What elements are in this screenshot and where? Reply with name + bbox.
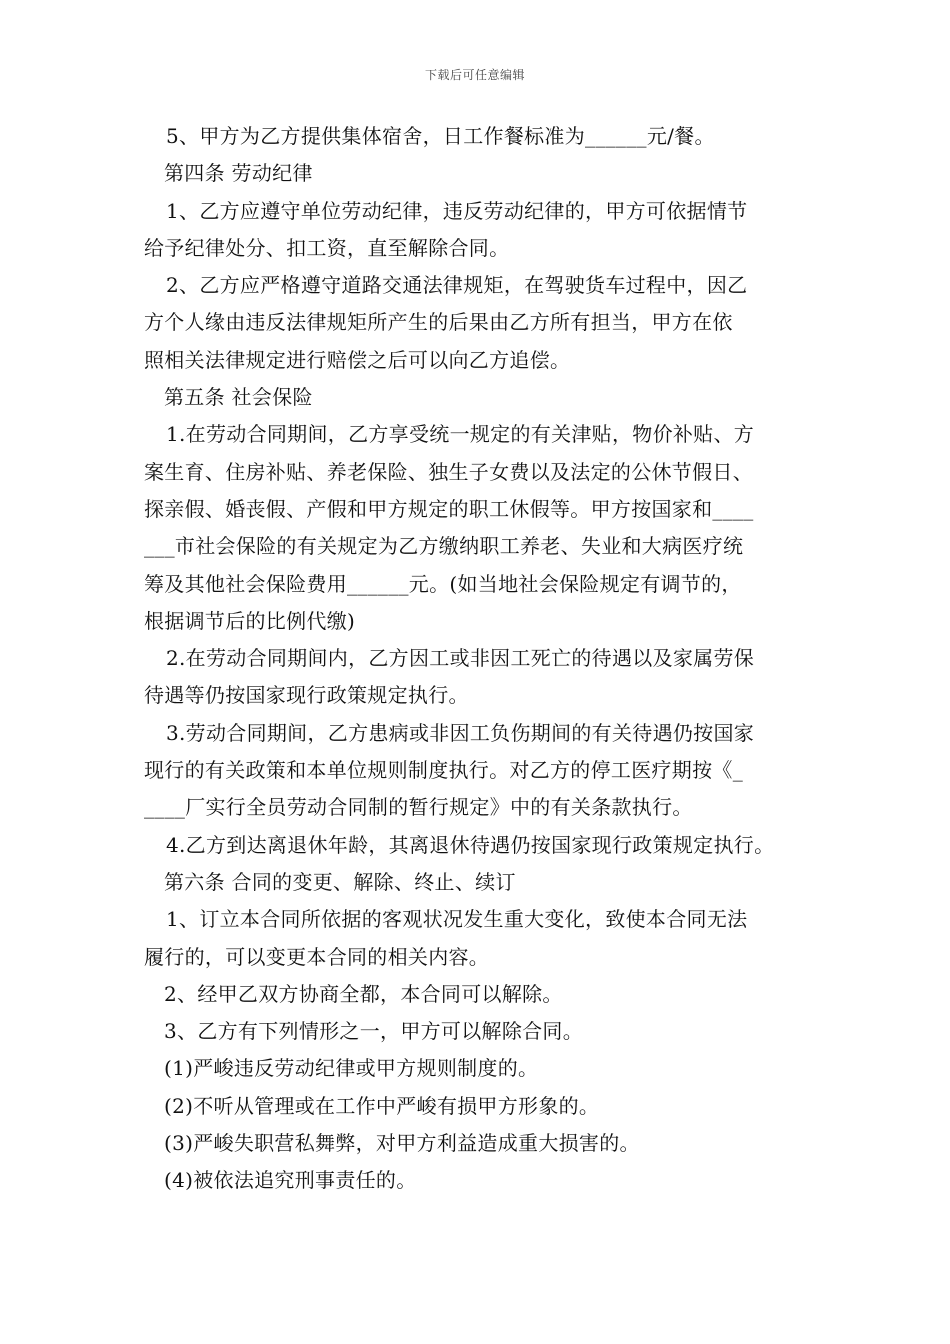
clause-line: 4.乙方到达离退休年龄，其离退休待遇仍按国家现行政策规定执行。 (166, 832, 775, 857)
section-heading: 第四条 劳动纪律 (164, 161, 313, 186)
clause-line: 待遇等仍按国家现行政策规定执行。 (144, 683, 469, 708)
section-heading: 第五条 社会保险 (164, 385, 313, 410)
clause-line: ___市社会保险的有关规定为乙方缴纳职工养老、失业和大病医疗统 (144, 534, 744, 559)
clause-line: 给予纪律处分、扣工资，直至解除合同。 (144, 235, 510, 260)
clause-line: 3.劳动合同期间，乙方患病或非因工负伤期间的有关待遇仍按国家 (166, 720, 755, 745)
clause-line: 2、经甲乙双方协商全都，本合同可以解除。 (164, 981, 563, 1006)
clause-line: ____厂实行全员劳动合同制的暂行规定》中的有关条款执行。 (144, 795, 693, 820)
clause-line: 2.在劳动合同期间内，乙方因工或非因工死亡的待遇以及家属劳保 (166, 646, 755, 671)
clause-line: 1.在劳动合同期间，乙方享受统一规定的有关津贴，物价补贴、方 (166, 422, 755, 447)
list-item: (1)严峻违反劳动纪律或甲方规则制度的。 (164, 1056, 539, 1081)
list-item: (2)不听从管理或在工作中严峻有损甲方形象的。 (164, 1093, 600, 1118)
section-heading: 第六条 合同的变更、解除、终止、续订 (164, 869, 516, 894)
page-header: 下载后可任意编辑 (424, 68, 525, 82)
list-item: (4)被依法追究刑事责任的。 (164, 1168, 417, 1193)
clause-line: 方个人缘由违反法律规矩所产生的后果由乙方所有担当，甲方在依 (144, 310, 733, 335)
clause-line: 照相关法律规定进行赔偿之后可以向乙方追偿。 (144, 347, 571, 372)
clause-line: 2、乙方应严格遵守道路交通法律规矩，在驾驶货车过程中，因乙 (166, 273, 748, 298)
clause-line: 5、甲方为乙方提供集体宿舍，日工作餐标准为______元/餐。 (166, 124, 715, 148)
document-body (144, 118, 824, 1200)
list-item: (3)严峻失职营私舞弊，对甲方利益造成重大损害的。 (164, 1131, 640, 1156)
clause-line: 现行的有关政策和本单位规则制度执行。对乙方的停工医疗期按《_ (144, 758, 743, 783)
clause-line: 履行的，可以变更本合同的相关内容。 (144, 944, 490, 969)
clause-line: 案生育、住房补贴、养老保险、独生子女费以及法定的公休节假日、 (144, 459, 753, 484)
clause-line: 探亲假、婚丧假、产假和甲方规定的职工休假等。甲方按国家和____ (144, 496, 754, 521)
clause-line: 1、乙方应遵守单位劳动纪律，违反劳动纪律的，甲方可依据情节 (166, 198, 748, 223)
clause-line: 根据调节后的比例代缴) (144, 608, 356, 633)
clause-line: 3、乙方有下列情形之一，甲方可以解除合同。 (164, 1019, 584, 1044)
clause-line: 1、订立本合同所依据的客观状况发生重大变化，致使本合同无法 (166, 907, 748, 932)
clause-line: 筹及其他社会保险费用______元。(如当地社会保险规定有调节的， (144, 571, 742, 596)
